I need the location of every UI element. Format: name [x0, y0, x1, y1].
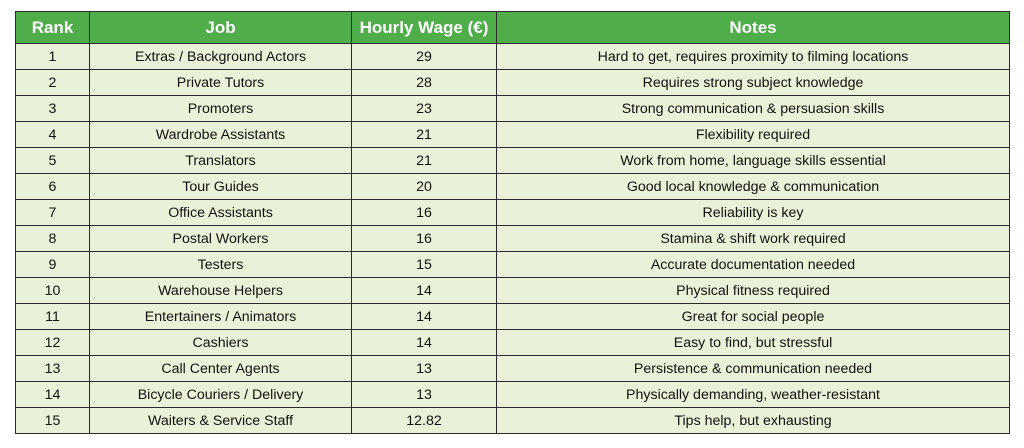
- table-row: [16, 122, 1010, 148]
- job-cell: Entertainers / Animators: [90, 304, 352, 330]
- notes-cell: Tips help, but exhausting: [497, 408, 1010, 434]
- job-cell: Tour Guides: [90, 174, 352, 200]
- table-row: [16, 252, 1010, 278]
- table-row: [16, 200, 1010, 226]
- job-cell: Private Tutors: [90, 70, 352, 96]
- job-cell: Bicycle Couriers / Delivery: [90, 382, 352, 408]
- table-header: [16, 12, 1010, 44]
- rank-cell: 11: [16, 304, 90, 330]
- notes-cell: Reliability is key: [497, 200, 1010, 226]
- hourly-wage-cell: 14: [352, 304, 497, 330]
- notes-cell: Hard to get, requires proximity to filming locations: [497, 44, 1010, 70]
- hourly-wage-cell: 16: [352, 226, 497, 252]
- job-cell: Cashiers: [90, 330, 352, 356]
- hourly-wage-table: [15, 11, 1010, 434]
- hourly-wage-cell: 21: [352, 122, 497, 148]
- rank-cell: 12: [16, 330, 90, 356]
- header-row: [16, 12, 1010, 44]
- notes-cell: Physical fitness required: [497, 278, 1010, 304]
- notes-cell: Requires strong subject knowledge: [497, 70, 1010, 96]
- table-row: [16, 226, 1010, 252]
- rank-cell: 5: [16, 148, 90, 174]
- table-row: [16, 174, 1010, 200]
- job-cell: Warehouse Helpers: [90, 278, 352, 304]
- rank-cell: 1: [16, 44, 90, 70]
- table-row: [16, 356, 1010, 382]
- rank-cell: 6: [16, 174, 90, 200]
- table-row: [16, 330, 1010, 356]
- notes-cell: Strong communication & persuasion skills: [497, 96, 1010, 122]
- job-cell: Office Assistants: [90, 200, 352, 226]
- header-rank: Rank: [16, 12, 90, 44]
- notes-cell: Great for social people: [497, 304, 1010, 330]
- rank-cell: 8: [16, 226, 90, 252]
- notes-cell: Flexibility required: [497, 122, 1010, 148]
- notes-cell: Good local knowledge & communication: [497, 174, 1010, 200]
- hourly-wage-cell: 21: [352, 148, 497, 174]
- hourly-wage-cell: 13: [352, 382, 497, 408]
- table-row: [16, 408, 1010, 434]
- header-job: Job: [90, 12, 352, 44]
- notes-cell: Stamina & shift work required: [497, 226, 1010, 252]
- rank-cell: 13: [16, 356, 90, 382]
- job-cell: Postal Workers: [90, 226, 352, 252]
- hourly-wage-cell: 14: [352, 278, 497, 304]
- job-cell: Translators: [90, 148, 352, 174]
- rank-cell: 2: [16, 70, 90, 96]
- rank-cell: 3: [16, 96, 90, 122]
- notes-cell: Easy to find, but stressful: [497, 330, 1010, 356]
- table-row: [16, 382, 1010, 408]
- rank-cell: 7: [16, 200, 90, 226]
- table-row: [16, 70, 1010, 96]
- job-cell: Wardrobe Assistants: [90, 122, 352, 148]
- header-hourly-wage: Hourly Wage (€): [352, 12, 497, 44]
- notes-cell: Accurate documentation needed: [497, 252, 1010, 278]
- job-cell: Testers: [90, 252, 352, 278]
- hourly-wage-cell: 28: [352, 70, 497, 96]
- table-row: [16, 304, 1010, 330]
- table-row: [16, 278, 1010, 304]
- job-cell: Extras / Background Actors: [90, 44, 352, 70]
- job-cell: Waiters & Service Staff: [90, 408, 352, 434]
- table-row: [16, 96, 1010, 122]
- hourly-wage-cell: 14: [352, 330, 497, 356]
- job-cell: Promoters: [90, 96, 352, 122]
- hourly-wage-cell: 16: [352, 200, 497, 226]
- hourly-wage-cell: 20: [352, 174, 497, 200]
- notes-cell: Work from home, language skills essential: [497, 148, 1010, 174]
- rank-cell: 14: [16, 382, 90, 408]
- rank-cell: 15: [16, 408, 90, 434]
- header-notes: Notes: [497, 12, 1010, 44]
- notes-cell: Physically demanding, weather-resistant: [497, 382, 1010, 408]
- rank-cell: 9: [16, 252, 90, 278]
- hourly-wage-cell: 13: [352, 356, 497, 382]
- job-cell: Call Center Agents: [90, 356, 352, 382]
- rank-cell: 4: [16, 122, 90, 148]
- hourly-wage-cell: 23: [352, 96, 497, 122]
- wage-table-container: [15, 11, 1009, 434]
- table-body: [16, 44, 1010, 434]
- hourly-wage-cell: 15: [352, 252, 497, 278]
- table-row: [16, 44, 1010, 70]
- hourly-wage-cell: 12.82: [352, 408, 497, 434]
- hourly-wage-cell: 29: [352, 44, 497, 70]
- table-row: [16, 148, 1010, 174]
- rank-cell: 10: [16, 278, 90, 304]
- notes-cell: Persistence & communication needed: [497, 356, 1010, 382]
